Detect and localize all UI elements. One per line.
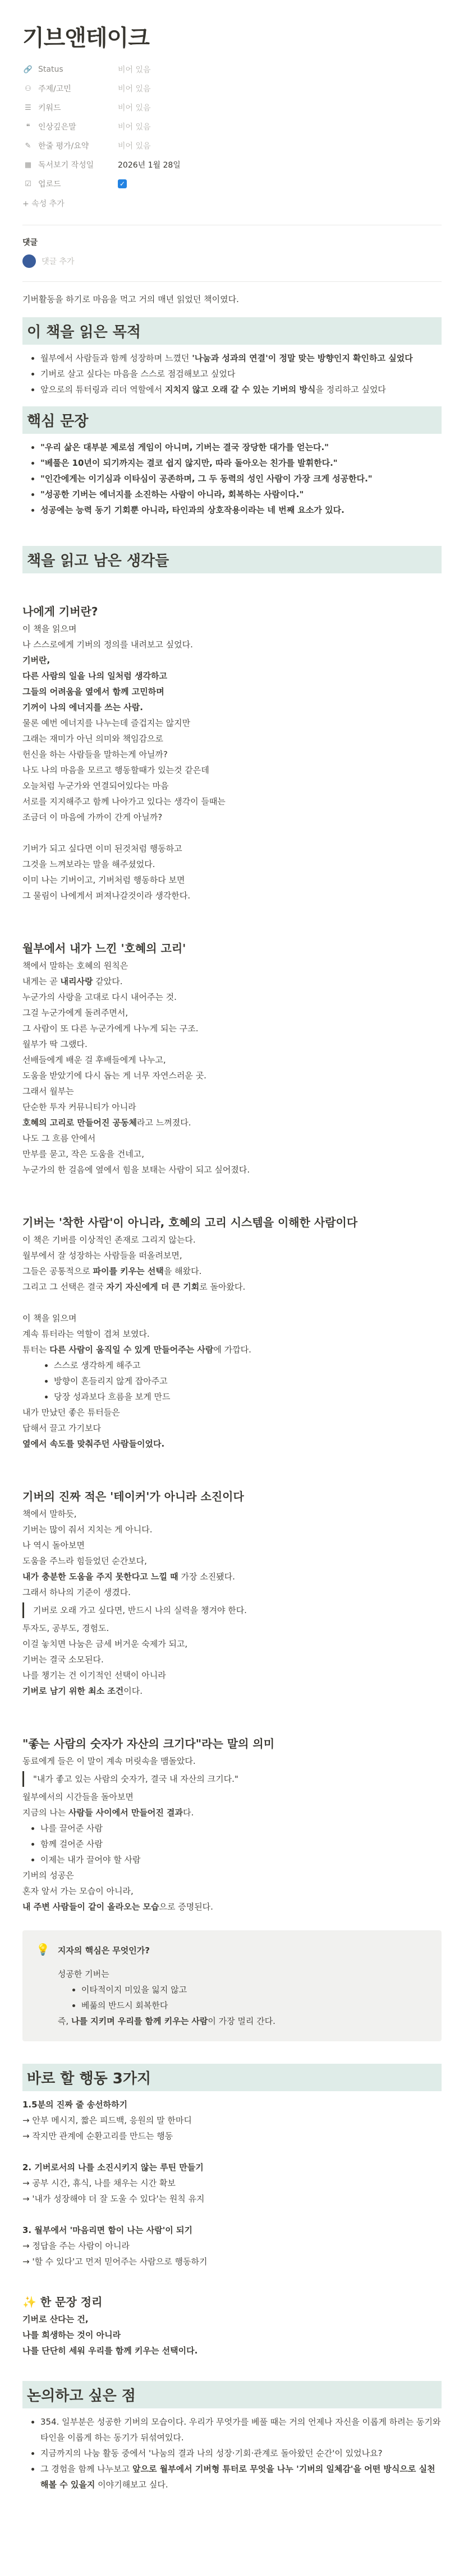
callout-title: 지자의 핵심은 무엇인가?	[57, 1945, 150, 1956]
text-line: 도움을 받았기에 다시 돕는 게 너무 자연스러운 곳.	[22, 1071, 206, 1081]
list-item: • 이제는 내가 끌어야 할 사람	[40, 1852, 442, 1868]
discussion-item: • 354. 일부분은 성공한 기버의 모습이다. 우리가 무엇가를 베풀 때는 거의 언제나 자신을 이롭게 하려는 동기와 타인을 이롭게 하는 동기가 뒤섞여있다.	[40, 2414, 442, 2445]
text-line: 기버의 성공은	[22, 1870, 74, 1880]
thoughts-sub5-quote: "내가 좋고 있는 사람의 숫자가, 결국 내 자산의 크기다."	[22, 1771, 442, 1787]
spacer	[22, 2144, 442, 2160]
action-line: → 안부 메시지, 짧은 피드백, 응원의 말 한마디	[22, 2115, 192, 2125]
intro-text: 기버활동을 하기로 마음을 먹고 거의 매년 읽었던 책이였다.	[22, 294, 239, 304]
property-key-label: 인상깊은말	[38, 123, 76, 132]
comment-row[interactable]	[22, 254, 442, 268]
purpose-list	[22, 350, 442, 397]
person-icon: ⚇	[25, 84, 31, 93]
thoughts-sub4-heading: 기버의 진짜 적은 '테이커'가 아니라 소진이다	[22, 1490, 244, 1503]
property-key-label: 키워드	[38, 104, 61, 113]
summary-heading-text: 한 문장 정리	[40, 2295, 103, 2309]
bold-text: 앞으로 월부에서 기버형 튜터로 무엇을 나누 '기버의 일체감'을 어떤 방식으로 실천해볼 수 있을지	[40, 2464, 435, 2490]
action-line: → 공부 시간, 휴식, 나를 채우는 시간 확보	[22, 2178, 176, 2188]
callout-item: • 베풂의 반드시 회복한다	[81, 1998, 275, 2013]
thoughts-sub5-body-c	[22, 1868, 442, 1915]
text-line: 계속 튜터라는 역할이 겹쳐 보였다.	[22, 1329, 150, 1339]
property-key-label: 업로드	[38, 180, 61, 189]
upload-checkbox[interactable]: ✓	[118, 179, 127, 188]
key-sentence: • "성공한 기버는 에너지를 소진하는 사람이 아니라, 회복하는 사람이다."	[40, 487, 442, 502]
text-line: 이미 나는 기버이고, 기버처럼 행동하다 보면	[22, 875, 185, 885]
property-key-label: 한줄 평가/요약	[38, 142, 89, 151]
bold-text: 지치지 않고 오래 갈 수 있는 기버의 방식	[164, 384, 316, 395]
section-key-sentences-heading: 핵심 문장	[22, 406, 442, 434]
text-line: 그리고 그 선택은 결국 자기 자신에게 더 큰 기회로 돌아왔다.	[22, 1282, 246, 1292]
text-line: 혼자 앞서 가는 모습이 아니라,	[22, 1886, 134, 1896]
text-line: 책에서 말하듯,	[22, 1509, 77, 1519]
thoughts-sub5-list	[22, 1820, 442, 1868]
property-row	[22, 136, 442, 155]
text-line: 도움을 주느라 힘들었던 순간보다,	[22, 1556, 147, 1566]
property-key	[22, 121, 118, 132]
divider	[22, 281, 442, 282]
text-line: 오늘처럼 누군가와 연결되어있다는 마음	[22, 781, 169, 791]
avatar	[22, 254, 36, 268]
list-item: • 기버로 살고 싶다는 마음을 스스로 점검해보고 싶었다	[40, 366, 442, 382]
property-value[interactable]: 비어 있음	[118, 142, 151, 151]
property-row	[22, 79, 442, 98]
memo-icon: ✎	[25, 141, 31, 150]
text-line: 옆에서 속도를 맞춰주던 사람들이었다.	[22, 1439, 165, 1449]
bold-text: 내가 충분한 도움을 주지 못한다고 느낄 때	[22, 1572, 178, 1582]
link-icon: 🔗	[23, 65, 33, 74]
key-sentence: • "인간에게는 이기심과 이타심이 공존하며, 그 두 동력의 성인 사람이 가장 크게 성공한다."	[40, 471, 442, 487]
key-sentence: • 성공에는 능력 동기 기회뿐 아니라, 타인과의 상호작용이라는 네 번째 요소가 있다.	[40, 502, 442, 518]
text-line: 이 책을 읽으며	[22, 624, 77, 634]
callout-item: • 이타적이지 미있을 잃지 않고	[81, 1982, 275, 1998]
property-value[interactable]: 2026년 1월 28일	[118, 161, 181, 170]
summary-line: 기버로 산다는 건,	[22, 2314, 89, 2324]
text-line: 서로를 지지해주고 함께 나아가고 있다는 생각이 들때는	[22, 796, 226, 807]
text-line: 기버가 되고 싶다면 이미 된것처럼 행동하고	[22, 844, 182, 854]
text-line: 기버는 많이 줘서 지치는 게 아니다.	[22, 1525, 153, 1535]
action-line: → 정답을 주는 사람이 아니라	[22, 2241, 130, 2251]
list-item: • 방향이 흔들리지 않게 잡아주고	[54, 1373, 442, 1389]
list-item: • 함께 걸어준 사람	[40, 1836, 442, 1852]
thoughts-sub4-body-b	[22, 1620, 442, 1699]
text-line: 누군가의 사랑을 고대로 다시 내어주는 것.	[22, 992, 177, 1002]
summary-line: 나를 단단히 세워 우리를 함께 키우는 선택이다.	[22, 2346, 198, 2356]
list-item: • 당장 성과보다 흐름을 보게 만드	[54, 1389, 442, 1405]
text-line: 월부에서 잘 성장하는 사람들을 떠올려보면,	[22, 1250, 182, 1261]
text-line: 지금의 나는 사람들 사이에서 만들어진 결과다.	[22, 1808, 194, 1818]
text-line	[22, 825, 442, 841]
text-line: 그래는 재미가 아닌 의미와 책임감으로	[22, 734, 163, 744]
property-key-label: 주제/고민	[38, 85, 71, 94]
text-line: 나 스스로에게 기버의 정의를 내려보고 싶었다.	[22, 640, 193, 650]
text-line: 선배들에게 배운 걸 후배들에게 나누고,	[22, 1055, 166, 1065]
text-line: 누군가의 한 걸음에 옆에서 힘을 보태는 사람이 되고 싶어졌다.	[22, 1165, 250, 1175]
bold-text: 내 주변 사람들이 같이 올라오는 모습	[22, 1902, 159, 1912]
bold-text: 자기 자신에게 더 큰 기회	[106, 1282, 200, 1292]
actions-body	[22, 2097, 442, 2285]
page	[0, 20, 464, 2576]
callout-list	[58, 1982, 275, 2013]
property-key	[22, 178, 118, 189]
text-line: 그 물림이 나에게서 퍼져나갈것이라 생각한다.	[22, 891, 191, 901]
text-line: 헌신을 하는 사람들을 말하는게 아닐까?	[22, 749, 168, 759]
bold-text: 호혜의 고리로 만들어진 공동체	[22, 1118, 137, 1128]
text-line: 그것을 느껴보라는 말을 해주셨었다.	[22, 859, 155, 869]
text-line: 이 책을 읽으며	[22, 1313, 77, 1323]
callout-closing	[58, 2013, 275, 2029]
property-key	[22, 83, 118, 94]
text-line: 답해서 끌고 가기보다	[22, 1423, 101, 1433]
text-line: 내가 만났던 좋은 튜터들은	[22, 1407, 120, 1417]
text-line: 내 주변 사람들이 같이 올라오는 모습으로 증명된다.	[22, 1902, 213, 1912]
text-line: 그 사람이 또 다른 누군가에게 나누게 되는 구조.	[22, 1023, 199, 1034]
bold-text: 사람들 사이에서 만들어진 결과	[68, 1808, 183, 1818]
text-line: 그걸 누군가에게 돌려주면서,	[22, 1008, 128, 1018]
text-line: 기꺼이 나의 에너지를 쓰는 사람.	[22, 702, 143, 712]
text-line: 월부에서의 시간들을 돌아보면	[22, 1792, 134, 1802]
text-line: 물론 예번 에너지를 나누는데 즐겁지는 않지만	[22, 718, 191, 728]
property-key-label: 독서보기 작성일	[38, 161, 94, 170]
callout-closing-b: 나를 지키며 우리를 함께 키우는 사람	[71, 2016, 208, 2026]
text-line: 그들의 어려움을 옆에서 함께 고민하며	[22, 687, 164, 697]
properties	[22, 60, 442, 193]
thoughts-sub4-body-a	[22, 1506, 442, 1600]
bold-text: 내리사랑	[60, 976, 93, 986]
discussion-item: • 그 경험을 함께 나누보고 앞으로 월부에서 기버형 튜터로 무엇을 나누 '기버의 일체감'을 어떤 방식으로 실천해볼 수 있을지 이야기해보고 싶다.	[40, 2461, 442, 2492]
property-row	[22, 174, 442, 193]
key-sentences-list	[22, 439, 442, 518]
list-item: • 앞으로의 튜터링과 리더 역할에서 지치지 않고 오래 갈 수 있는 기버의 방식을 정리하고 싶었다	[40, 382, 442, 397]
comment-input[interactable]: 댓글 추가	[42, 257, 75, 266]
thoughts-sub2-heading: 월부에서 내가 느낀 '호혜의 고리'	[22, 942, 186, 955]
text-line: 기버는 결국 소모된다.	[22, 1655, 104, 1665]
property-key	[22, 140, 118, 151]
thoughts-sub4-quote: 기버로 오래 가고 싶다면, 반드시 나의 실력을 챙겨야 한다.	[22, 1602, 442, 1618]
text-line: 나 역시 돌아보면	[22, 1540, 85, 1550]
keyword-icon: ☰	[25, 103, 31, 112]
text-line: 그래서 월부는	[22, 1086, 74, 1096]
text-line: 내가 충분한 도움을 주지 못한다고 느낄 때 가장 소진됐다.	[22, 1572, 235, 1582]
discussion-list	[22, 2414, 442, 2492]
action-title: 1.5분의 진짜 줄 송선하하기	[22, 2100, 128, 2110]
section-actions-heading: 바로 할 행동 3가지	[22, 2064, 442, 2091]
text-line: 다른 사람의 일을 나의 일처럼 생각하고	[22, 671, 167, 681]
property-value[interactable]: 비어 있음	[118, 123, 151, 132]
text-line: 나도 나의 마음을 모르고 행동할때가 있는것 같은데	[22, 765, 209, 775]
callout-line: 성공한 기버는	[57, 1969, 109, 1979]
thoughts-sub5-body-b	[22, 1789, 442, 1820]
key-sentence: • "베풀은 10년이 되기까지는 결코 쉽지 않지만, 따라 돌아오는 친가를 발휘한다."	[40, 455, 442, 471]
text-line: 호혜의 고리로 만들어진 공동체라고 느껴졌다.	[22, 1118, 191, 1128]
calendar-icon: ▦	[24, 160, 32, 169]
text-line: 튜터는 다른 사람이 움직일 수 있게 만들어주는 사람에 가깝다.	[22, 1345, 251, 1355]
text-line: 책에서 말하는 호혜의 원칙은	[22, 961, 128, 971]
spacer	[22, 2269, 442, 2285]
bold-text: '나눔과 성과의 연결'이 정말 맞는 방향인지 확인하고 싶었다	[192, 353, 413, 363]
thoughts-sub5-body-a	[22, 1753, 442, 1769]
page-title: 기브앤테이크	[22, 25, 149, 51]
thoughts-sub3-body-a	[22, 1232, 442, 1358]
key-sentence: • "우리 삶은 대부분 제로섬 게임이 아니며, 기버는 결국 장당한 대가를 얻는다."	[40, 439, 442, 455]
list-item: • 나를 끌어준 사람	[40, 1820, 442, 1836]
text-line: 나를 챙기는 건 이기적인 선택이 아니라	[22, 1670, 166, 1680]
text-line: 이걸 놓치면 나눔은 금세 버거운 숙제가 되고,	[22, 1639, 188, 1649]
text-line: 그들은 공통적으로 파이를 키우는 선택을 해왔다.	[22, 1266, 202, 1276]
action-title: 3. 월부에서 '마음리면 함이 나는 사람'이 되기	[22, 2225, 192, 2235]
thoughts-sub5-heading: "좋는 사람의 숫자가 자산의 크기다"라는 말의 의미	[22, 1737, 275, 1750]
property-value[interactable]: 비어 있음	[118, 66, 151, 75]
section-discussion-heading: 논의하고 싶은 점	[22, 2381, 442, 2408]
property-row	[22, 155, 442, 174]
thoughts-sub3-list	[22, 1358, 442, 1405]
bold-text: 파이를 키우는 선택	[93, 1266, 164, 1276]
text-line: 단순한 투자 커뮤니티가 아니라	[22, 1102, 136, 1112]
thoughts-sub1-heading: 나에게 기버란?	[22, 605, 98, 618]
sparkle-icon: ✨	[22, 2295, 36, 2309]
text-line: 만부를 묻고, 작은 도움을 건네고,	[22, 1149, 144, 1159]
property-row	[22, 117, 442, 136]
action-line: → '할 수 있다'고 먼저 믿어주는 사람으로 행동하기	[22, 2257, 208, 2267]
property-row	[22, 98, 442, 117]
property-key-label: Status	[38, 65, 63, 74]
text-line: 나도 그 흐름 안에서	[22, 1133, 96, 1143]
section-purpose-heading: 이 책을 읽은 목적	[22, 317, 442, 345]
callout-body	[58, 1943, 275, 2029]
action-line: → '내가 성장해야 더 잘 도울 수 있다'는 원칙 유지	[22, 2194, 205, 2204]
property-value[interactable]: 비어 있음	[118, 104, 151, 113]
text-line: 내게는 곧 내리사랑 같았다.	[22, 976, 123, 986]
checkbox-icon: ☑	[25, 179, 31, 188]
text-line: 이 책은 기버를 이상적인 존재로 그리지 않는다.	[22, 1235, 196, 1245]
text-line: 기버란,	[22, 655, 50, 665]
comments-heading: 댓글	[22, 238, 38, 247]
bold-text: 다른 사람이 움직일 수 있게 만들어주는 사람	[49, 1345, 214, 1355]
text-line: 투자도, 공부도, 경험도.	[22, 1623, 109, 1633]
text-line: 동료에게 들은 이 말이 계속 머릿속을 맴돌았다.	[22, 1756, 196, 1766]
section-thoughts-heading: 책을 읽고 남은 생각들	[22, 546, 442, 573]
text-line: 기버로 남기 위한 최소 조건이다.	[22, 1686, 143, 1696]
thoughts-sub3-heading: 기버는 '착한 사람'이 아니라, 호혜의 고리 시스템을 이해한 사람이다	[22, 1216, 358, 1229]
action-title: 2. 기버로서의 나를 소진시키지 않는 루틴 만들기	[22, 2162, 204, 2172]
thoughts-sub1-body	[22, 621, 442, 904]
list-item: • 스스로 생각하게 해주고	[54, 1358, 442, 1373]
summary-line: 나를 희생하는 것이 아니라	[22, 2330, 121, 2340]
callout	[22, 1930, 442, 2041]
spacer	[22, 2207, 442, 2222]
text-line: 조금더 이 마음에 가까이 간게 아닐까?	[22, 812, 163, 822]
property-key	[22, 102, 118, 113]
list-item: • 월부에서 사람들과 함께 성장하며 느꼈던 '나눔과 성과의 연결'이 정말 맞는 방향인지 확인하고 싶었다	[40, 350, 442, 366]
thoughts-sub3-body-b	[22, 1405, 442, 1452]
add-property-button[interactable]: + 속성 추가	[22, 200, 65, 209]
callout-closing-c: 이 가장 멀리 간다.	[208, 2016, 275, 2026]
callout-closing-a: 즉,	[57, 2016, 71, 2026]
action-line: → 작지만 관계에 순환고리를 만드는 행동	[22, 2131, 173, 2141]
text-line: 월부가 딱 그랬다.	[22, 1039, 88, 1049]
property-key	[22, 65, 118, 74]
text-line	[22, 1295, 442, 1310]
summary-heading	[22, 2291, 442, 2311]
thoughts-sub2-body	[22, 958, 442, 1178]
discussion-item: • 지금까지의 나눔 활동 중에서 '나눔의 결과 나의 성장·기회·관계로 돌아왔던 순간'이 있었나요?	[40, 2445, 442, 2461]
property-key	[22, 159, 118, 170]
text-line: 그래서 하나의 기준이 생겼다.	[22, 1587, 131, 1597]
property-value[interactable]: 비어 있음	[118, 85, 151, 94]
property-row	[22, 60, 442, 79]
quote-icon: ❝	[26, 122, 30, 131]
lightbulb-icon: 💡	[36, 1943, 50, 1956]
bold-text: 기버로 남기 위한 최소 조건	[22, 1686, 124, 1696]
